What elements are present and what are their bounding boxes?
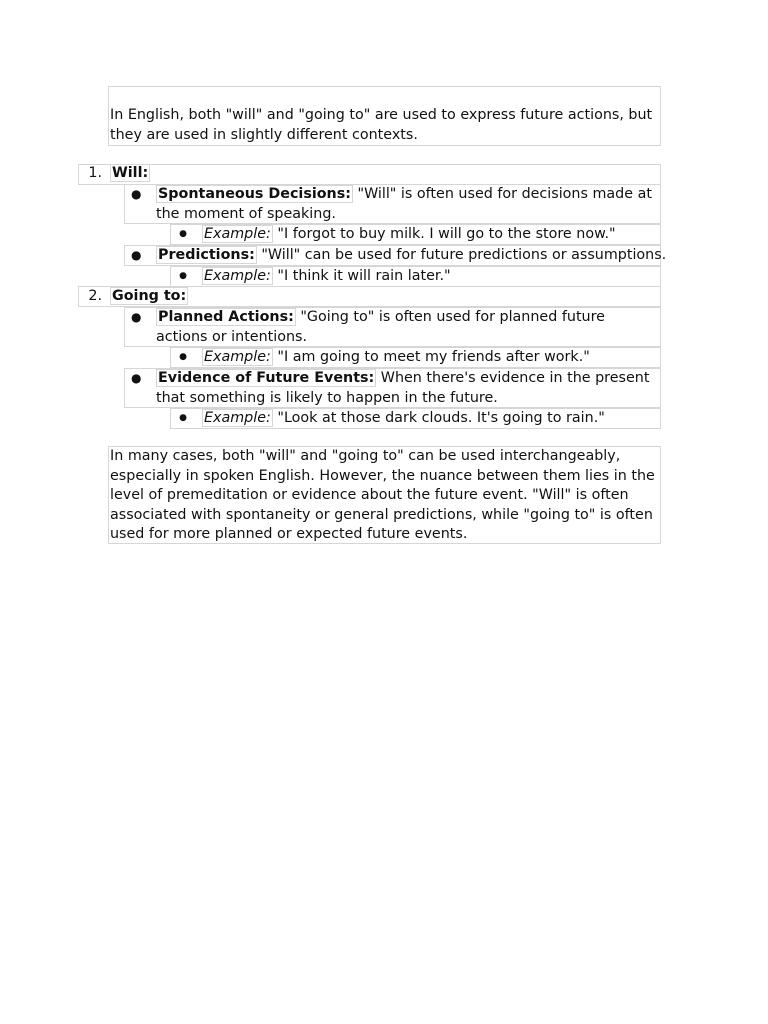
- example-text: "I am going to meet my friends after work.": [272, 349, 590, 365]
- bullet-icon: ●: [131, 187, 142, 201]
- intro-paragraph: In English, both "will" and "going to" are used to express future actions, but they are used in slightly different contexts.: [108, 86, 661, 146]
- section-title-going-to: [110, 287, 188, 307]
- example-predictions: [202, 267, 451, 287]
- bullet-icon: ●: [179, 413, 187, 423]
- point-planned-actions: [156, 308, 656, 347]
- point-term: Evidence of Future Events:: [158, 370, 375, 386]
- bullet-icon: ●: [179, 271, 187, 281]
- point-predictions: [156, 246, 666, 266]
- point-text: "Will" is often used for decisions made at the moment of speaking.: [156, 186, 652, 222]
- example-label: Example:: [204, 410, 271, 426]
- bullet-icon: ●: [131, 248, 142, 262]
- example-label: Example:: [204, 226, 271, 242]
- example-label: Example:: [204, 268, 271, 284]
- point-text: When there's evidence in the present that something is likely to happen in the future.: [156, 370, 650, 406]
- section-frame-will: [78, 164, 661, 185]
- example-evidence-of-future-events: [202, 409, 605, 429]
- bullet-icon: ●: [131, 310, 142, 324]
- section-title-will: [110, 164, 150, 184]
- point-term: Planned Actions:: [158, 309, 294, 325]
- bullet-icon: ●: [179, 229, 187, 239]
- example-planned-actions: [202, 348, 590, 368]
- point-term: Predictions:: [158, 247, 255, 263]
- section-number: 1.: [88, 165, 102, 181]
- example-text: "I think it will rain later.": [272, 268, 451, 284]
- example-text: "I forgot to buy milk. I will go to the store now.": [272, 226, 616, 242]
- bullet-icon: ●: [179, 352, 187, 362]
- example-label: Example:: [204, 349, 271, 365]
- point-evidence-of-future-events: [156, 369, 656, 408]
- example-spontaneous-decisions: [202, 225, 616, 245]
- conclusion-paragraph: In many cases, both "will" and "going to" can be used interchangeably, especially in spoken English. However, the nuance between them lies in the level of premeditation or evidence about the future event. "Will" is often associated with spontaneity or general predictions, while "going to" is often used for more planned or expected future events.: [108, 446, 661, 544]
- point-text: "Will" can be used for future predictions or assumptions.: [256, 247, 667, 263]
- point-term: Spontaneous Decisions:: [158, 186, 351, 202]
- bullet-icon: ●: [131, 371, 142, 385]
- section-title: Will:: [112, 165, 149, 181]
- point-text: "Going to" is often used for planned future actions or intentions.: [156, 309, 605, 345]
- point-spontaneous-decisions: [156, 185, 656, 224]
- section-title: Going to:: [112, 288, 187, 304]
- example-text: "Look at those dark clouds. It's going to rain.": [272, 410, 605, 426]
- section-number: 2.: [88, 288, 102, 304]
